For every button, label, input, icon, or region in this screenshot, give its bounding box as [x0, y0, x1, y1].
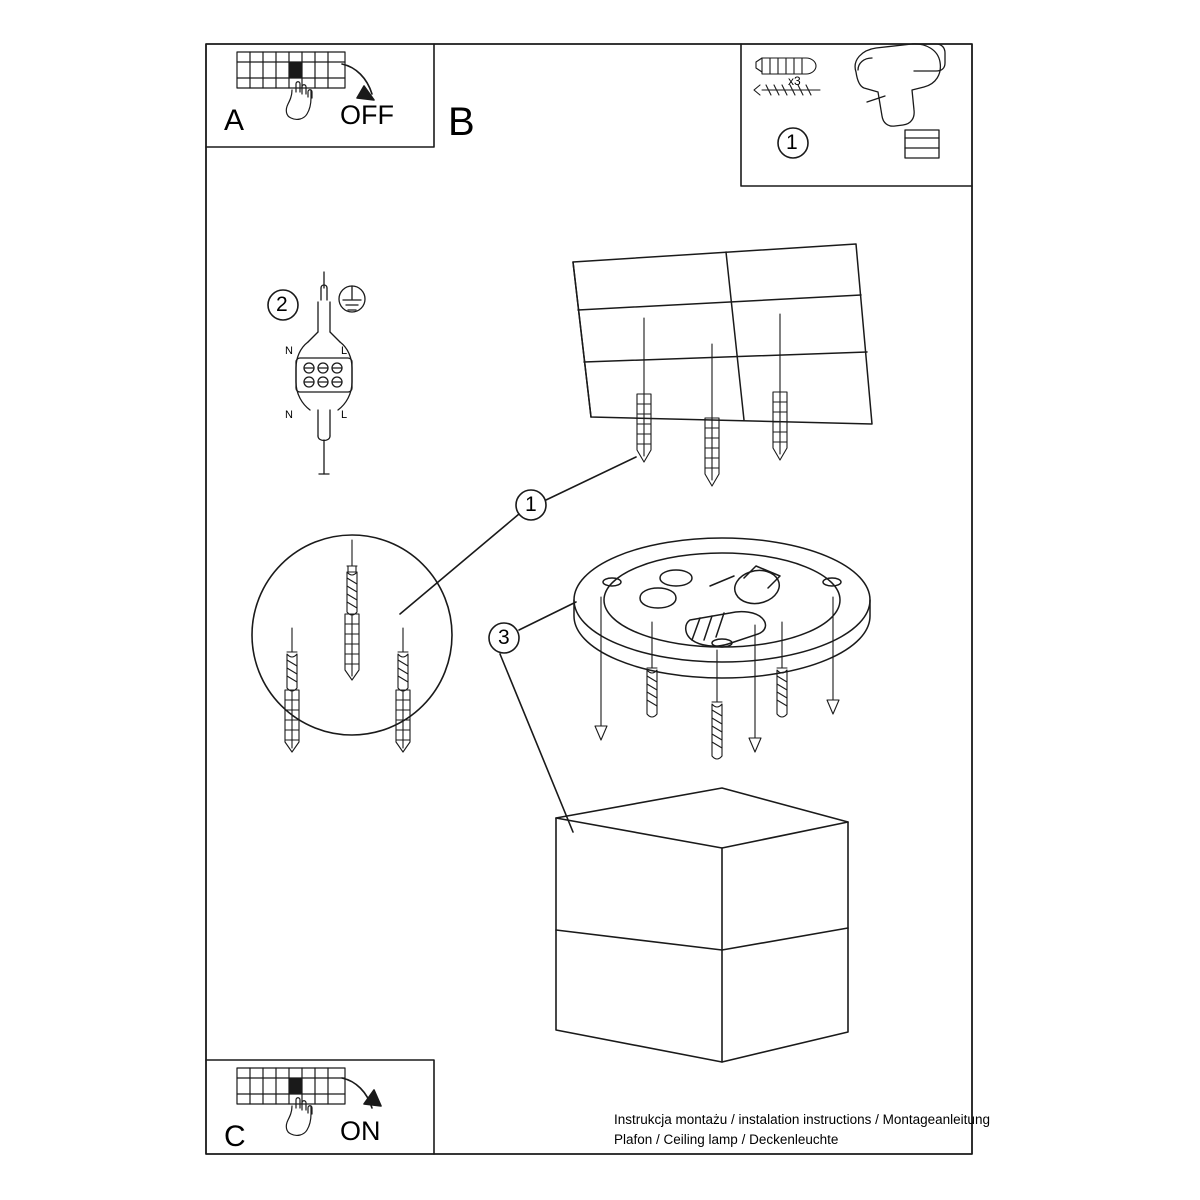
quantity-label: x3 — [788, 74, 801, 88]
terminal-label-l-bottom: L — [341, 409, 348, 421]
terminal-label-l-top: L — [341, 345, 348, 357]
panel-a-state-label: OFF — [340, 100, 394, 130]
footer-line-1: Instrukcja montażu / instalation instructions / Montageanleitung — [614, 1112, 990, 1127]
marker-b: B — [448, 100, 475, 144]
panel-c-letter: C — [224, 1120, 246, 1153]
sheet-border — [206, 44, 972, 1154]
step-1-number-main: 1 — [525, 493, 537, 516]
step-2-number: 2 — [276, 293, 288, 316]
terminal-label-n-bottom: N — [285, 409, 293, 421]
terminal-label-n-top: N — [285, 345, 293, 357]
panel-1-number: 1 — [786, 131, 798, 154]
panel-c-state-label: ON — [340, 1116, 381, 1146]
footer-line-2: Plafon / Ceiling lamp / Deckenleuchte — [614, 1132, 839, 1147]
panel-a-letter: A — [224, 104, 245, 137]
step-3-number: 3 — [498, 626, 510, 649]
